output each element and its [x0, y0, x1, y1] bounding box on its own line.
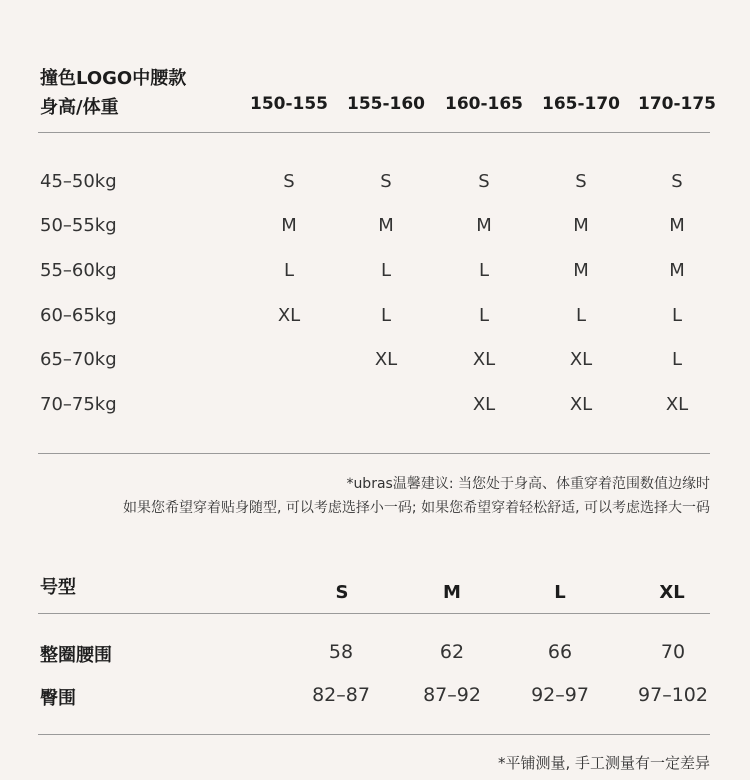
size-cell: L [575, 305, 587, 326]
measure-cell: 62 [439, 641, 465, 663]
size-cell: M [281, 215, 297, 236]
size-cell: L [283, 260, 295, 281]
measure-cell: 66 [547, 641, 573, 663]
size-cell: XL [374, 349, 398, 370]
weight-label: 65–70kg [40, 349, 117, 370]
measure-label: 臀围 [40, 688, 76, 709]
weight-label: 70–75kg [40, 394, 117, 415]
size-cell: S [575, 171, 587, 192]
size-cell: XL [472, 349, 496, 370]
size-cell: S [671, 171, 683, 192]
size-cell: S [478, 171, 490, 192]
divider [38, 132, 710, 133]
measure-label: 整圈腰围 [40, 645, 112, 666]
size-cell: M [669, 260, 685, 281]
measure-cell: 82–87 [312, 684, 370, 706]
size-cell: M [669, 215, 685, 236]
height-header: 150-155 [249, 94, 329, 114]
size-cell: M [378, 215, 394, 236]
height-header: 155-160 [346, 94, 426, 114]
size-type-label: 号型 [40, 577, 76, 598]
weight-label: 50–55kg [40, 215, 117, 236]
height-header: 170-175 [637, 94, 717, 114]
size-cell: L [478, 305, 490, 326]
size-cell: L [671, 305, 683, 326]
corner-label: 身高/体重 [40, 97, 119, 118]
size-header: S [335, 582, 349, 603]
size-cell: M [476, 215, 492, 236]
size-cell: XL [472, 394, 496, 415]
size-header: L [554, 582, 566, 603]
weight-label: 45–50kg [40, 171, 117, 192]
size-cell: L [380, 260, 392, 281]
size-cell: L [671, 349, 683, 370]
measure-cell: 70 [660, 641, 686, 663]
size-cell: XL [569, 349, 593, 370]
size-cell: L [380, 305, 392, 326]
measure-cell: 97–102 [638, 684, 708, 706]
height-header: 165-170 [541, 94, 621, 114]
size-cell: XL [277, 305, 301, 326]
size-cell: S [380, 171, 392, 192]
size-cell: XL [665, 394, 689, 415]
footnote: *平铺测量, 手工测量有一定差异 [497, 754, 710, 772]
size-cell: XL [569, 394, 593, 415]
table-title: 撞色LOGO中腰款 [40, 68, 187, 89]
divider [38, 734, 710, 735]
size-cell: S [283, 171, 295, 192]
weight-label: 60–65kg [40, 305, 117, 326]
measure-cell: 92–97 [531, 684, 589, 706]
measure-cell: 87–92 [423, 684, 481, 706]
divider [38, 453, 710, 454]
size-header: M [443, 582, 461, 603]
size-cell: M [573, 215, 589, 236]
divider [38, 613, 710, 614]
size-header: XL [659, 582, 685, 603]
advice-line-2: 如果您希望穿着贴身随型, 可以考虑选择小一码; 如果您希望穿着轻松舒适, 可以考虑选择大一码 [123, 500, 710, 516]
size-cell: L [478, 260, 490, 281]
weight-label: 55–60kg [40, 260, 117, 281]
measure-cell: 58 [328, 641, 354, 663]
size-cell: M [573, 260, 589, 281]
height-header: 160-165 [444, 94, 524, 114]
advice-line-1: *ubras温馨建议: 当您处于身高、体重穿着范围数值边缘时 [346, 476, 710, 492]
